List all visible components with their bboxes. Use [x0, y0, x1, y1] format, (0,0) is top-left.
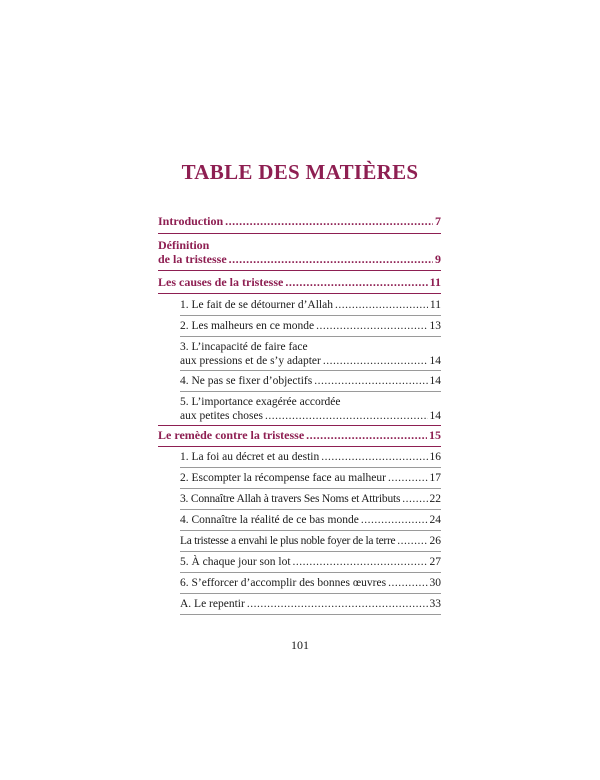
entry-label: La tristesse a envahi le plus noble foyer de la terre: [180, 535, 396, 547]
entry-label: Le remède contre la tristesse: [158, 428, 305, 442]
entry-label: A. Le repentir: [180, 598, 245, 610]
toc-entry-causes[interactable]: [158, 275, 441, 289]
toc-entry-definition[interactable]: [158, 238, 441, 266]
entry-page: 14: [429, 410, 441, 422]
toc-subentry[interactable]: [180, 471, 441, 485]
dot-leader: [323, 354, 428, 368]
toc-subentry[interactable]: [180, 576, 441, 590]
entry-label: aux pressions et de s’y adapter: [180, 355, 321, 367]
toc-subentry[interactable]: [180, 395, 441, 423]
divider: [180, 370, 441, 371]
toc-subentry[interactable]: [180, 492, 441, 506]
divider: [180, 391, 441, 392]
entry-label-line1: Définition: [158, 238, 210, 252]
entry-label: aux petites choses: [180, 410, 264, 422]
dot-leader: [397, 534, 427, 548]
toc-subentry[interactable]: [180, 319, 441, 333]
entry-page: 14: [429, 375, 441, 387]
dot-leader: [314, 374, 427, 388]
entry-page: 7: [435, 214, 441, 228]
dot-leader: [229, 252, 433, 266]
entry-page: 13: [429, 320, 441, 332]
dot-leader: [335, 298, 428, 312]
entry-label: 5. À chaque jour son lot: [180, 556, 291, 568]
divider: [158, 425, 441, 426]
dot-leader: [247, 597, 428, 611]
dot-leader: [306, 428, 427, 442]
entry-page: 33: [429, 598, 441, 610]
entry-label: 1. Le fait de se détourner d’Allah: [180, 299, 333, 311]
entry-page: 15: [429, 428, 441, 442]
divider: [180, 572, 441, 573]
dot-leader: [402, 492, 427, 506]
divider: [180, 509, 441, 510]
divider: [158, 446, 441, 447]
dot-leader: [293, 555, 428, 569]
toc-subentry[interactable]: [180, 450, 441, 464]
entry-page: 24: [429, 514, 441, 526]
toc-subentry[interactable]: [180, 340, 441, 368]
entry-label: 2. Escompter la récompense face au malheur: [180, 472, 386, 484]
entry-page: 30: [429, 577, 441, 589]
divider: [180, 551, 441, 552]
toc-subentry[interactable]: [180, 513, 441, 527]
entry-page: 9: [435, 252, 441, 266]
toc-subentry[interactable]: [180, 298, 441, 312]
divider: [158, 293, 441, 294]
toc-subentry[interactable]: [180, 534, 441, 548]
entry-label-line1: 5. L’importance exagérée accordée: [180, 396, 341, 408]
toc-subentry[interactable]: [180, 597, 441, 611]
dot-leader: [265, 409, 427, 423]
divider: [180, 467, 441, 468]
divider: [180, 315, 441, 316]
entry-label: 3. Connaître Allah à travers Ses Noms et Attributs: [180, 493, 401, 505]
entry-label: 1. La foi au décret et au destin: [180, 451, 320, 463]
divider: [180, 530, 441, 531]
divider: [158, 270, 441, 271]
entry-page: 17: [429, 472, 441, 484]
page-number: 101: [291, 638, 309, 652]
entry-page: 14: [429, 355, 441, 367]
entry-label: 4. Connaître la réalité de ce bas monde: [180, 514, 359, 526]
entry-label: 2. Les malheurs en ce monde: [180, 320, 315, 332]
toc-subentry[interactable]: [180, 374, 441, 388]
dot-leader: [285, 275, 427, 289]
divider: [180, 614, 441, 615]
entry-label: 6. S’efforcer d’accomplir des bonnes œuvres: [180, 577, 387, 589]
entry-label-line1: 3. L’incapacité de faire face: [180, 341, 308, 353]
toc-subentry[interactable]: [180, 555, 441, 569]
entry-page: 16: [429, 451, 441, 463]
dot-leader: [361, 513, 428, 527]
entry-page: 26: [429, 535, 441, 547]
divider: [158, 233, 441, 234]
dot-leader: [225, 214, 433, 228]
dot-leader: [316, 319, 427, 333]
divider: [180, 488, 441, 489]
toc-entry-introduction[interactable]: [158, 214, 441, 228]
entry-label: Les causes de la tristesse: [158, 275, 284, 289]
entry-page: 22: [429, 493, 441, 505]
divider: [180, 593, 441, 594]
toc-entry-remede[interactable]: [158, 428, 441, 442]
entry-page: 11: [429, 275, 441, 289]
divider: [180, 336, 441, 337]
dot-leader: [388, 576, 427, 590]
entry-label: Introduction: [158, 214, 224, 228]
entry-page: 27: [429, 556, 441, 568]
toc-title: TABLE DES MATIÈRES: [181, 160, 419, 184]
dot-leader: [321, 450, 427, 464]
dot-leader: [388, 471, 428, 485]
entry-label: de la tristesse: [158, 252, 227, 266]
entry-page: 11: [429, 299, 441, 311]
entry-label: 4. Ne pas se fixer d’objectifs: [180, 375, 313, 387]
